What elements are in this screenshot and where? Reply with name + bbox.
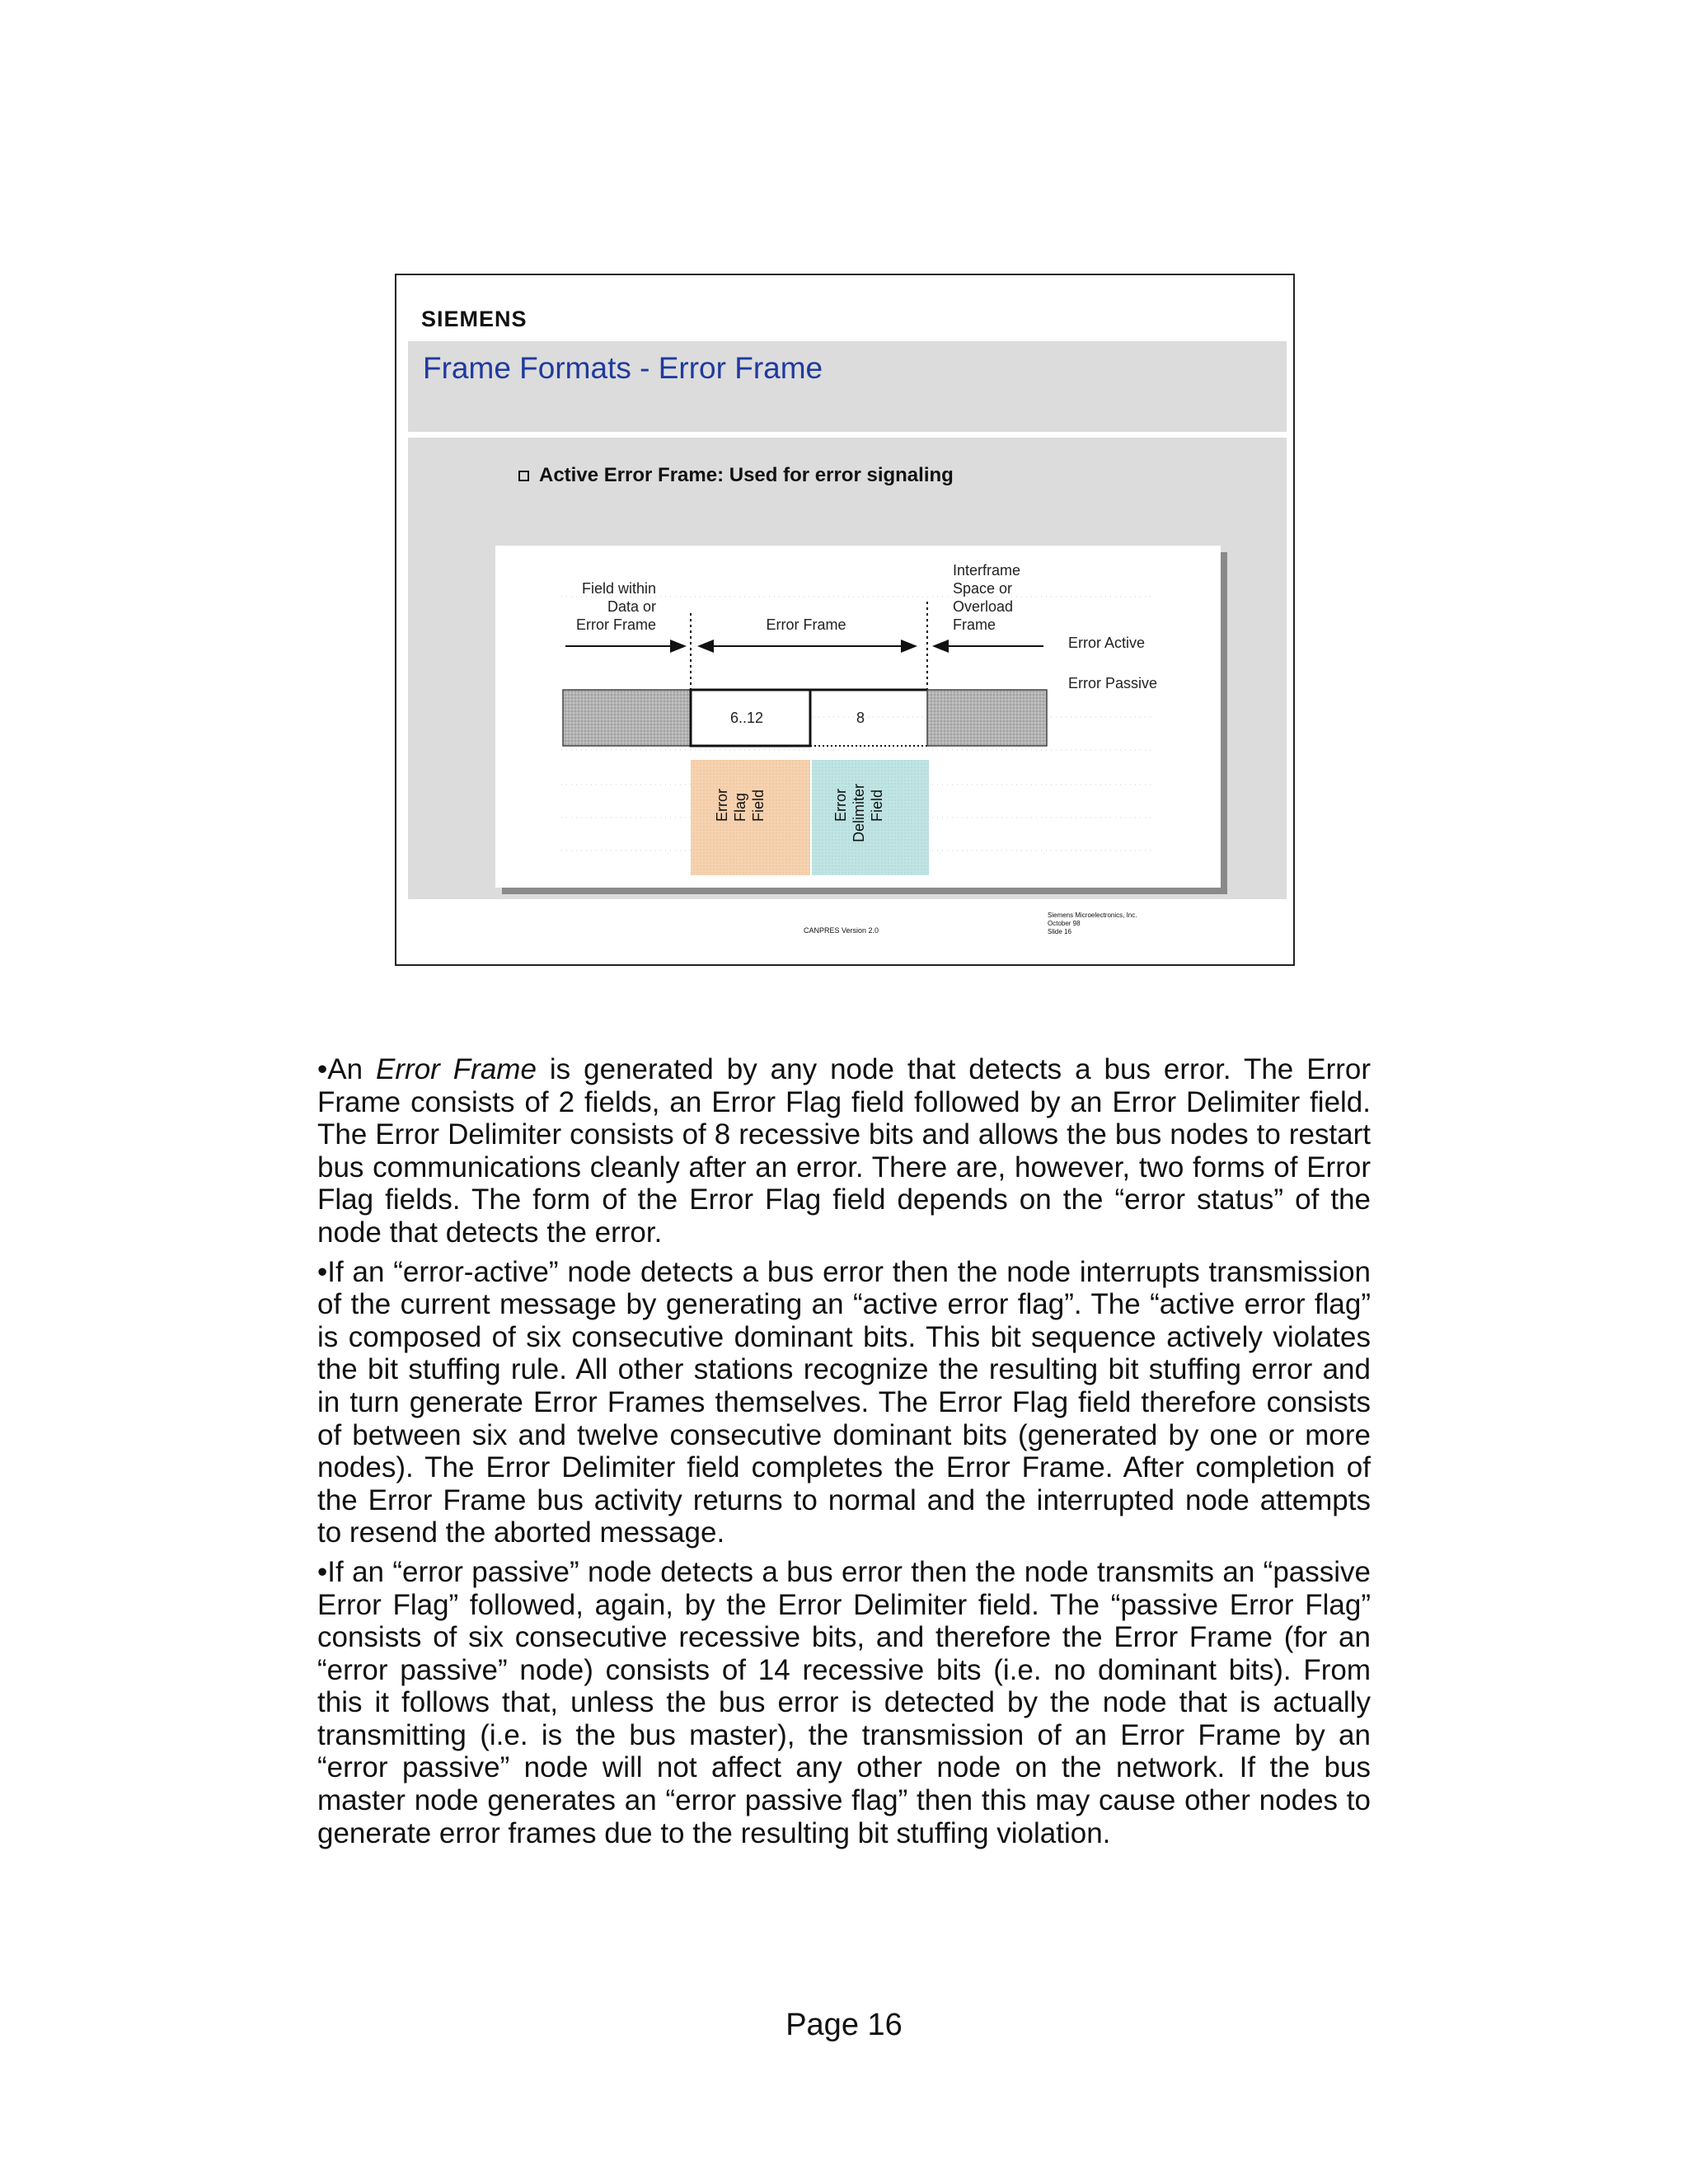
body-text bbox=[317, 1053, 1371, 1856]
delimiter-count-label: 8 bbox=[856, 710, 865, 726]
delimiter-field-label: Error bbox=[832, 789, 849, 822]
paragraph-rest: is generated by any node that detects a bus error. The Error Frame consists of 2 fields, an Error Flag field followed by an Error Delimiter field. The Error Delimiter consists of 8 recessive bits and allows the bus nodes to restart bus communications cleanly after an error. There are, however, two forms of Error Flag fields. The form of the Error Flag field depends on the “error status” of the node that detects the error. bbox=[317, 1053, 1372, 1249]
flag-field-label: Field bbox=[750, 789, 767, 822]
checkbox-bullet-icon bbox=[518, 471, 529, 481]
paragraph-lead: •An bbox=[317, 1053, 377, 1085]
slide-title-band bbox=[408, 341, 1287, 432]
delimiter-field-label: Delimiter bbox=[851, 783, 867, 842]
slide-footer-right bbox=[1048, 912, 1137, 936]
paragraph-error-passive: •If an “error passive” node detects a bus error then the node transmits an “passive Error Flag” followed, again, by the Error Delimiter field. The “passive Error Flag” consists of six consecutive recessive bits, and therefore the Error Frame (for an “error passive” node) consists of 14 recessive bits (i.e. no dominant bits). From this it follows that, unless the bus error is detected by the node that is actually transmitting (i.e. is the bus master), the transmission of an Error Frame by an “error passive” node will not affect any other node on the network. If the bus master node generates an “error passive flag” then this may cause other nodes to generate error frames due to the resulting bit stuffing violation. bbox=[317, 1555, 1371, 1849]
interframe-label: Space or bbox=[953, 580, 1013, 597]
interframe-label: Overload bbox=[953, 598, 1014, 615]
delimiter-field-label: Field bbox=[869, 789, 885, 822]
field-within-label: Field within bbox=[581, 580, 656, 597]
slide-content bbox=[408, 438, 1287, 899]
interframe-label: Interframe bbox=[953, 562, 1021, 579]
data-field-block bbox=[563, 690, 691, 746]
flag-count-label: 6..12 bbox=[729, 710, 764, 726]
interframe-block bbox=[927, 690, 1047, 746]
error-frame-svg bbox=[495, 546, 1221, 888]
field-within-label: Error Frame bbox=[575, 616, 656, 633]
siemens-logo: SIEMENS bbox=[421, 307, 528, 331]
arrows bbox=[565, 640, 1043, 653]
field-within-label: Data or bbox=[607, 598, 656, 615]
slide-title: Frame Formats - Error Frame bbox=[423, 351, 823, 385]
slide-bullet bbox=[518, 464, 954, 487]
error-frame-label: Error Frame bbox=[766, 616, 846, 633]
interframe-label: Frame bbox=[953, 616, 996, 633]
slide-footer-company: Siemens Microelectronics, Inc. bbox=[1048, 912, 1137, 919]
paragraph-emphasis: Error Frame bbox=[376, 1053, 537, 1085]
slide-footer-center: CANPRES Version 2.0 bbox=[804, 926, 879, 935]
slide bbox=[395, 274, 1295, 966]
flag-field-label: Error bbox=[714, 789, 730, 822]
error-delimiter-outline bbox=[810, 690, 927, 746]
slide-bullet-text: Active Error Frame: Used for error signaling bbox=[539, 464, 954, 486]
error-frame-diagram bbox=[495, 546, 1221, 888]
error-active-label: Error Active bbox=[1068, 635, 1146, 651]
slide-footer-number: Slide 16 bbox=[1048, 928, 1071, 935]
paragraph-error-frame bbox=[317, 1053, 1371, 1249]
paragraph-error-active: •If an “error-active” node detects a bus error then the node interrupts transmission of the current message by generating an “active error flag”. The “active error flag” is composed of six consecutive dominant bits. This bit sequence actively violates the bit stuffing rule. All other stations recognize the resulting bit stuffing error and in turn generate Error Frames themselves. The Error Flag field therefore consists of between six and twelve consecutive dominant bits (generated by one or more nodes). The Error Delimiter field completes the Error Frame. After completion of the Error Frame bus activity returns to normal and the interrupted node attempts to resend the aborted message. bbox=[317, 1255, 1371, 1549]
error-passive-label: Error Passive bbox=[1068, 675, 1158, 691]
slide-footer-date: October 98 bbox=[1048, 920, 1081, 927]
flag-field-label: Flag bbox=[732, 792, 748, 822]
page-number: Page 16 bbox=[785, 2008, 903, 2042]
